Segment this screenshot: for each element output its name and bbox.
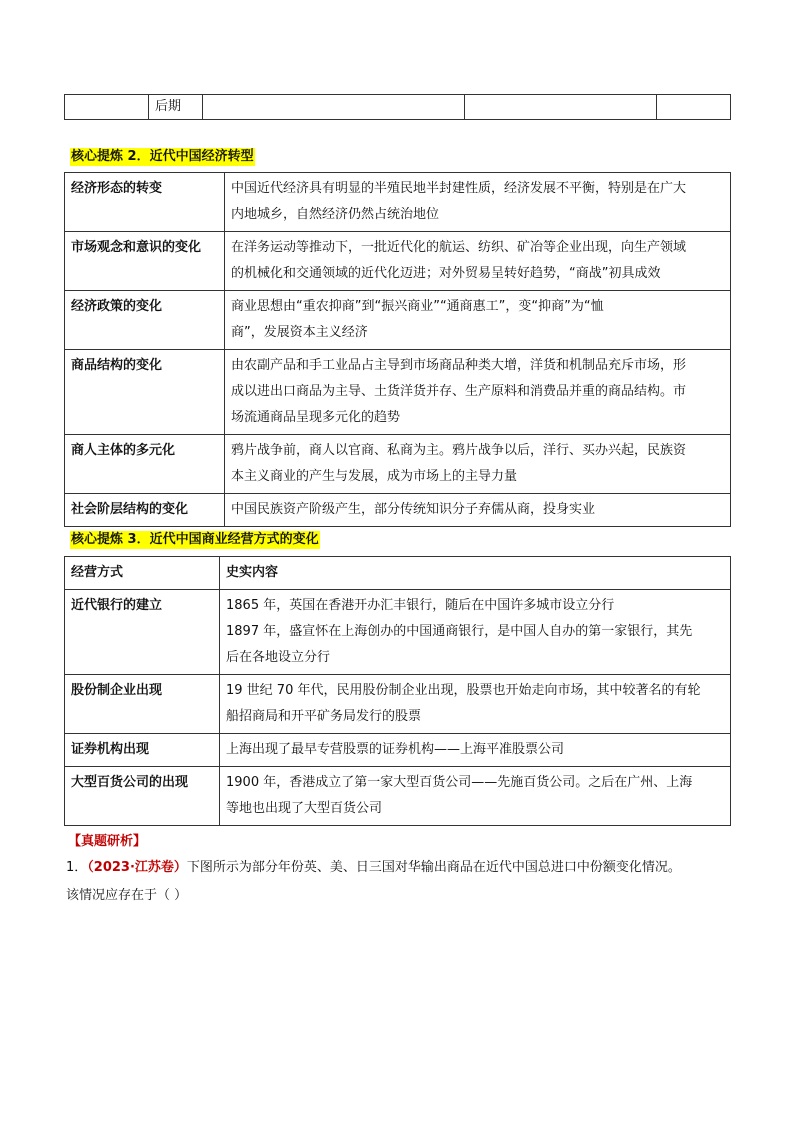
row-label: 经济政策的变化 bbox=[65, 291, 225, 350]
content-line: 19 世纪 70 年代，民用股份制企业出现，股票也开始走向市场，其中较著名的有轮 bbox=[226, 683, 701, 698]
table-row bbox=[65, 734, 731, 767]
row-label: 大型百货公司的出现 bbox=[65, 767, 220, 826]
content-line: 场流通商品呈现多元化的趋势 bbox=[231, 410, 401, 425]
section3-title: 核心提炼 3．近代中国商业经营方式的变化 bbox=[71, 532, 319, 547]
row-content bbox=[220, 734, 731, 767]
content-line: 中国近代经济具有明显的半殖民地半封建性质，经济发展不平衡，特别是在广大 bbox=[231, 181, 687, 196]
table-cell: 后期 bbox=[149, 95, 203, 120]
row-content bbox=[225, 435, 731, 494]
content-line: 内地城乡，自然经济仍然占统治地位 bbox=[231, 207, 440, 222]
row-label: 社会阶层结构的变化 bbox=[65, 494, 225, 527]
table-row bbox=[65, 173, 731, 232]
content-line: 中国民族资产阶级产生，部分传统知识分子弃儒从商，投身实业 bbox=[231, 502, 596, 517]
table-cell bbox=[203, 95, 465, 120]
row-label: 证券机构出现 bbox=[65, 734, 220, 767]
row-content bbox=[220, 767, 731, 826]
table-row bbox=[65, 435, 731, 494]
row-content bbox=[225, 350, 731, 435]
economy-transition-table bbox=[64, 172, 731, 527]
question-1 bbox=[66, 854, 734, 910]
content-line: 1900 年，香港成立了第一家大型百货公司——先施百货公司。之后在广州、上海 bbox=[226, 775, 693, 790]
table-row bbox=[65, 95, 731, 120]
row-label: 商人主体的多元化 bbox=[65, 435, 225, 494]
content-line: 鸦片战争前，商人以官商、私商为主。鸦片战争以后，洋行、买办兴起，民族资 bbox=[231, 443, 687, 458]
content-line: 1865 年，英国在香港开办汇丰银行，随后在中国许多城市设立分行 bbox=[226, 598, 615, 613]
content-line: 1897 年，盛宣怀在上海创办的中国通商银行，是中国人自办的第一家银行，其先 bbox=[226, 624, 693, 639]
table-row bbox=[65, 494, 731, 527]
question-text: 下图所示为部分年份英、美、日三国对华输出商品在近代中国总进口中份额变化情况。 bbox=[186, 860, 681, 875]
content-line: 上海出现了最早专营股票的证券机构——上海平准股票公司 bbox=[226, 742, 565, 757]
content-line: 商”，发展资本主义经济 bbox=[231, 325, 368, 340]
question-text-line2: 该情况应存在于（ ） bbox=[66, 888, 188, 903]
content-line: 商业思想由“重农抑商”到“振兴商业”“通商惠工”，变“抑商”为“恤 bbox=[231, 299, 604, 314]
table-row bbox=[65, 590, 731, 675]
table-row bbox=[65, 675, 731, 734]
row-label: 市场观念和意识的变化 bbox=[65, 232, 225, 291]
row-content bbox=[225, 494, 731, 527]
row-content bbox=[225, 173, 731, 232]
question-source: （2023·江苏卷） bbox=[87, 860, 187, 875]
content-line: 由农副产品和手工业品占主导到市场商品种类大增，洋货和机制品充斥市场，形 bbox=[231, 358, 687, 373]
content-line: 等地也出现了大型百货公司 bbox=[226, 801, 383, 816]
top-table-fragment bbox=[64, 94, 731, 120]
content-line: 成以进出口商品为主导、土货洋货并存、生产原料和消费品并重的商品结构。市 bbox=[231, 384, 687, 399]
table-header-row bbox=[65, 557, 731, 590]
table-cell bbox=[465, 95, 657, 120]
row-label: 近代银行的建立 bbox=[65, 590, 220, 675]
table-row bbox=[65, 767, 731, 826]
table-cell bbox=[65, 95, 149, 120]
content-line: 的机械化和交通领域的近代化迈进；对外贸易呈转好趋势，“商战”初具成效 bbox=[231, 266, 661, 281]
row-label: 经济形态的转变 bbox=[65, 173, 225, 232]
row-label: 股份制企业出现 bbox=[65, 675, 220, 734]
table-row bbox=[65, 350, 731, 435]
row-label: 商品结构的变化 bbox=[65, 350, 225, 435]
exam-heading: 【真题研析】 bbox=[68, 834, 147, 849]
section2-title: 核心提炼 2．近代中国经济转型 bbox=[71, 149, 254, 164]
table-row bbox=[65, 291, 731, 350]
row-content bbox=[220, 590, 731, 675]
row-content bbox=[220, 675, 731, 734]
row-content bbox=[225, 291, 731, 350]
header-cell: 史实内容 bbox=[220, 557, 731, 590]
question-number: 1． bbox=[66, 860, 88, 875]
header-cell: 经营方式 bbox=[65, 557, 220, 590]
table-row bbox=[65, 232, 731, 291]
row-content bbox=[225, 232, 731, 291]
content-line: 船招商局和开平矿务局发行的股票 bbox=[226, 709, 422, 724]
table-cell bbox=[657, 95, 731, 120]
content-line: 在洋务运动等推动下，一批近代化的航运、纺织、矿冶等企业出现，向生产领域 bbox=[231, 240, 687, 255]
content-line: 本主义商业的产生与发展，成为市场上的主导力量 bbox=[231, 469, 518, 484]
content-line: 后在各地设立分行 bbox=[226, 650, 331, 665]
business-mode-table bbox=[64, 556, 731, 826]
